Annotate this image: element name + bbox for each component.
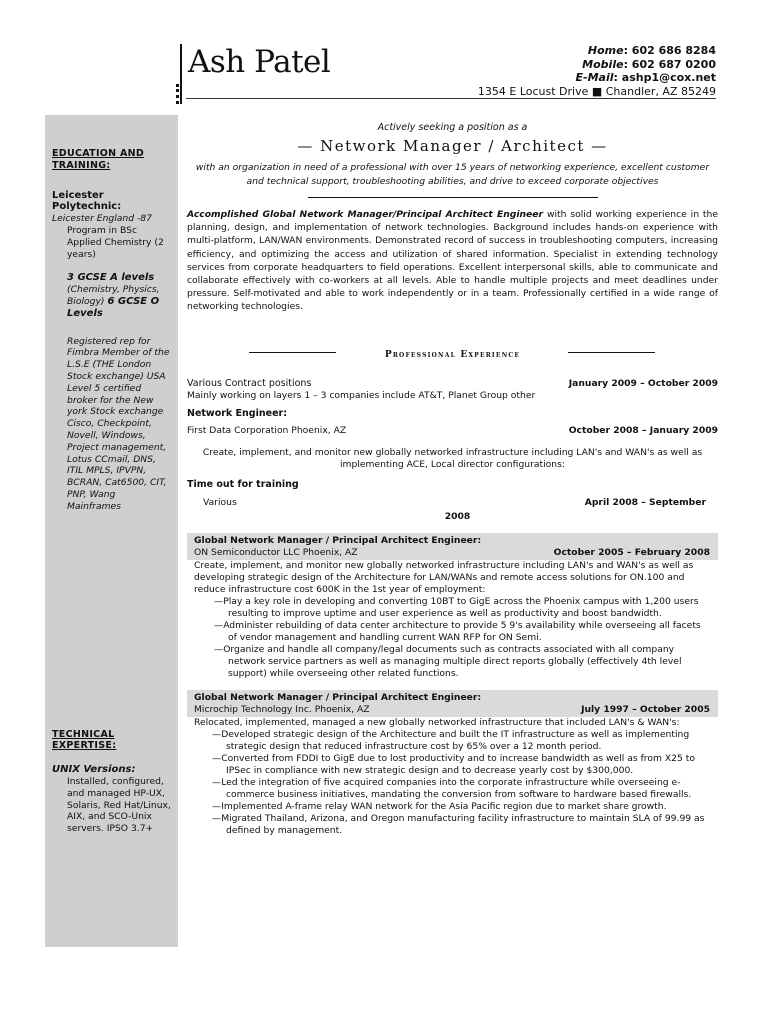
job-header-microchip xyxy=(187,690,718,717)
mobile-label: Mobile xyxy=(582,57,624,71)
job-description: Relocated, implemented, managed a new globally networked infrastructure that included LAN's & WAN's: xyxy=(194,716,680,728)
gcse-a-levels: 3 GCSE A levels xyxy=(67,272,155,284)
job-bullet: —Converted from FDDI to GigE due to lost productivity and to increase bandwidth as well as from X25 to IPSec in compliance with new strategic design and to decrease yearly cost by $300,000. xyxy=(212,752,696,776)
summary-paragraph xyxy=(187,208,718,314)
home-label: Home xyxy=(587,44,624,57)
objective-title: — Network Manager / Architect — xyxy=(297,137,608,155)
job-title: Global Network Manager / Principal Architect Engineer: xyxy=(194,534,482,546)
job-title: Global Network Manager / Principal Architect Engineer: xyxy=(194,691,482,703)
job-body-microchip xyxy=(187,717,718,837)
fdc-dates: October 2008 – January 2009 xyxy=(568,424,718,436)
summary-text: with solid working experience in the planning, design, and implementation of network technologies. Background includes hands-on experience with multi-platform, LAN/WAN environments. Demonstrated record of success in troubleshooting computers, increasing efficiency, and optimizing the access and utilization of shared information. Specialist in extending technology services from corporate headquarters to field operations. Excellent interpersonal skills, able to communicate and collaborate effectively with co-workers at all levels. Able to handle multiple projects and meet deadlines under pressure. Self-motivated and able to work independently or in a team. Professionally certified in a wide range of networking technologies. xyxy=(187,209,718,313)
sidebar xyxy=(45,115,178,947)
timeout-title: Time out for training xyxy=(187,478,299,490)
email-line: E-Mail: ashp1@cox.net xyxy=(575,71,716,84)
job-description: Create, implement, and monitor new globally networked infrastructure including LAN's and WAN's as well as developing strategic design of the Architecture for LAN/WANs and remote access solutions for ON.100 and reduce infrastructure cost 600K in the 1st year of employment: xyxy=(194,559,694,595)
job-bullet: —Administer rebuilding of data center architecture to provide 5 9's availability while overseeing all facets of vendor management and handling current WAN RFP for ON Semi. xyxy=(214,619,701,643)
header-dotted-rule xyxy=(176,84,179,104)
job-company: Microchip Technology Inc. Phoenix, AZ xyxy=(194,703,370,715)
main-content xyxy=(187,122,718,837)
job-bullet: —Organize and handle all company/legal documents such as contracts associated with all company network service partners as well as managing multiple direct reports globally (effectively 4th level support) while overseeing other related functions. xyxy=(214,643,682,679)
home-phone: 602 686 8284 xyxy=(631,44,716,57)
school-name: Leicester Polytechnic: xyxy=(52,189,122,213)
experience-heading-text: Professional Experience xyxy=(375,350,530,360)
school-location: Leicester England -87 xyxy=(52,213,152,225)
header-divider xyxy=(186,98,716,99)
job-bullet: —Implemented A-frame relay WAN network for the Asia Pacific region due to market share growth. xyxy=(212,800,667,812)
job-bullet: —Developed strategic design of the Architecture and built the IT infrastructure as well as implementing strategic design that reduced infrastructure cost by 65% over a 12 month period. xyxy=(212,728,690,752)
education-title: EDUCATION AND TRAINING: xyxy=(52,148,145,171)
experience-heading xyxy=(187,342,718,360)
contract-row xyxy=(187,378,718,390)
various-dates-cont: 2008 xyxy=(444,510,471,522)
contract-dates: January 2009 – October 2009 xyxy=(568,377,718,389)
contract-title: Various Contract positions xyxy=(187,377,312,389)
resume-name: Ash Patel xyxy=(188,44,331,80)
job-company: ON Semiconductor LLC Phoenix, AZ xyxy=(194,546,358,558)
home-phone-line: Home: 602 686 8284 xyxy=(587,44,716,57)
job-dates: October 2005 – February 2008 xyxy=(553,546,710,558)
fdc-desc: Create, implement, and monitor new globally networked infrastructure including LAN's and WAN's as well as implementing ACE, Local director configurations: xyxy=(202,446,703,470)
header-vertical-rule xyxy=(180,44,182,104)
email-address: ashp1@cox.net xyxy=(621,71,716,84)
technical-expertise-title: TECHNICAL EXPERTISE: xyxy=(52,728,117,752)
certifications-text: Registered rep for Fimbra Member of the L.S.E (THE London Stock exchange) USA Level 5 certified broker for the New york Stock exchange Cisco, Checkpoint, Novell, Windows, Project management, Lotus CCmail, DNS, ITIL MPLS, IPVPN, BCRAN, Cat6500, CIT, PNP, Wang Mainframes xyxy=(67,335,170,512)
job-bullet: —Play a key role in developing and converting 10BT to GigE across the Phoenix campus with 1,200 users resulting to improve uptime and user experience as well as productivity and boost bandwidth. xyxy=(214,595,699,619)
unix-versions-title: UNIX Versions: xyxy=(52,764,136,776)
job-body-on-semi xyxy=(187,560,718,680)
mobile-phone: 602 687 0200 xyxy=(631,57,716,71)
program-text: Program in BSc Applied Chemistry (2 years) xyxy=(67,224,164,260)
experience-rule-right xyxy=(568,352,655,353)
fdc-company: First Data Corporation Phoenix, AZ xyxy=(187,424,347,436)
various-row xyxy=(187,497,718,509)
mobile-phone-line: Mobile: 602 687 0200 xyxy=(582,57,716,71)
various-label: Various xyxy=(203,496,237,508)
job-dates: July 1997 – October 2005 xyxy=(581,703,710,715)
fdc-row xyxy=(187,425,718,437)
experience-rule-left xyxy=(249,352,336,353)
network-engineer-title: Network Engineer: xyxy=(187,407,287,419)
address: 1354 E Locust Drive ■ Chandler, AZ 85249 xyxy=(477,85,716,98)
objective-intro: Actively seeking a position as a xyxy=(377,122,528,133)
gcse-a-subjects: (Chemistry, Physics, Biology) xyxy=(67,284,160,307)
email-label: E-Mail xyxy=(575,71,614,84)
job-header-on-semi xyxy=(187,533,718,560)
summary-lead: Accomplished Global Network Manager/Principal Architect Engineer xyxy=(187,209,544,220)
contact-block xyxy=(576,44,716,85)
gcse-block xyxy=(52,272,172,319)
various-dates: April 2008 – September xyxy=(584,496,706,508)
contract-desc: Mainly working on layers 1 – 3 companies include AT&T, Planet Group other xyxy=(187,389,536,401)
job-bullet: —Migrated Thailand, Arizona, and Oregon manufacturing facility infrastructure to maintain SLA of 99.99 as defined by management. xyxy=(212,812,705,836)
unix-versions-text: Installed, configured, and managed HP-UX, Solaris, Red Hat/Linux, AIX, and SCO-Unix servers. IPSO 3.7+ xyxy=(67,775,171,835)
objective-divider xyxy=(308,197,598,198)
objective-subtitle: with an organization in need of a professional with over 15 years of networking experience, excellent customer and technical support, troubleshooting abilities, and drive to exceed corporate objectives xyxy=(195,162,710,187)
gcse-o-levels: 6 GCSE O Levels xyxy=(67,295,160,319)
job-bullet: —Led the integration of five acquired companies into the corporate infrastructure while overseeing e-commerce business initiatives, mandating the conversion from software to hardware based firewalls. xyxy=(212,776,692,800)
